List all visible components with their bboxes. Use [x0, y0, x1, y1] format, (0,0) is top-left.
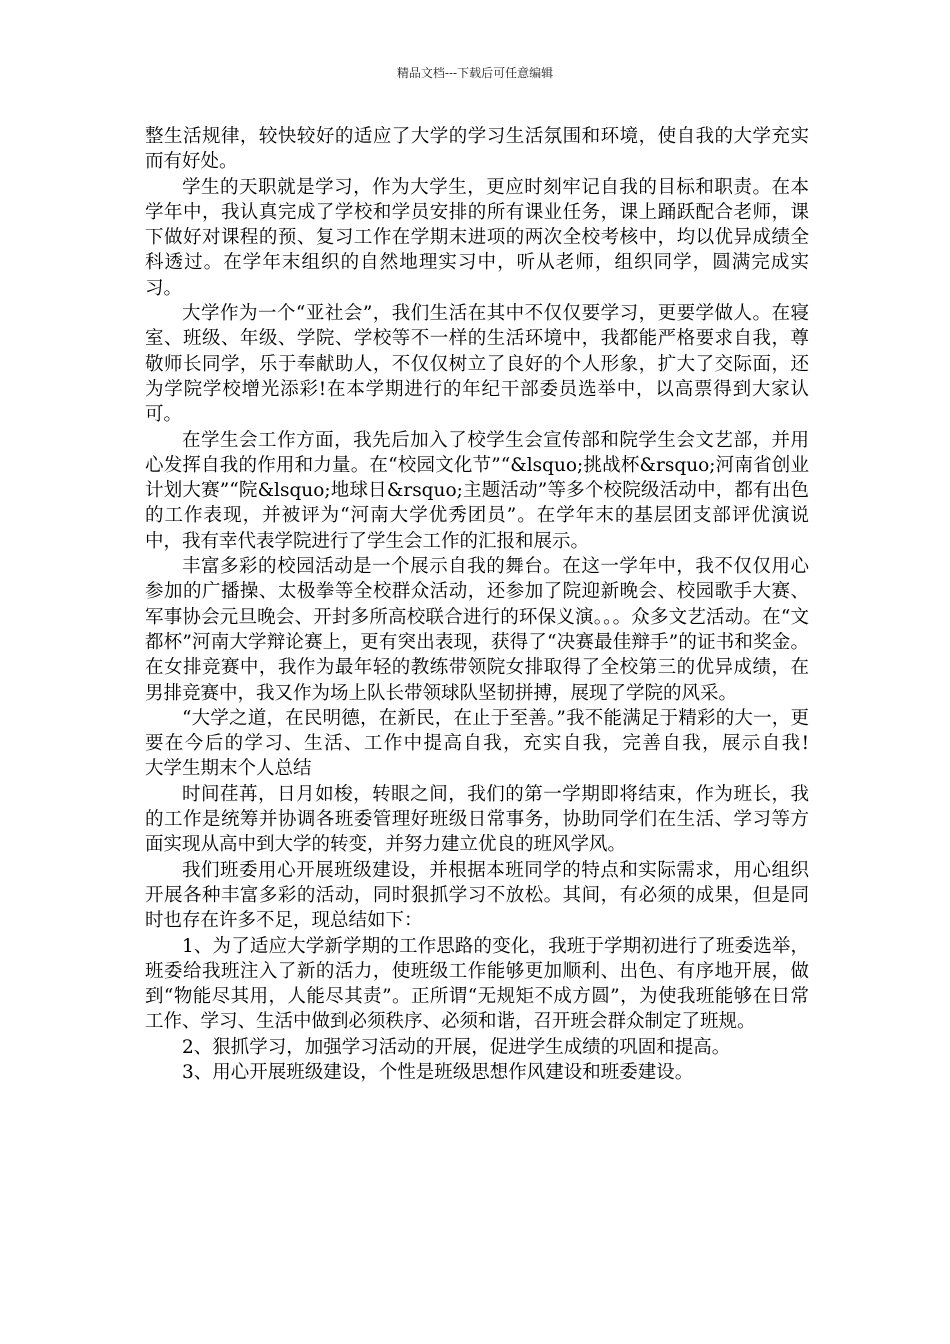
paragraph-8: 我们班委用心开展班级建设，并根据本班同学的特点和实际需求，用心组织开展各种丰富多彩的活动，同时狠抓学习不放松。其间，有必须的成果，但是同时也存在许多不足，现总结如下：	[145, 859, 809, 932]
paragraph-4: 在学生会工作方面，我先后加入了校学生会宣传部和院学生会文艺部，并用心发挥自我的作用和力量。在“校园文化节”“&lsquo;挑战杯&rsquo;河南省创业计划大赛”“院&lsquo;地球日&rsquo;主题活动”等多个校院级活动中，都有出色的工作表现，并被评为“河南大学优秀团员”。在学年末的基层团支部评优演说中，我有幸代表学院进行了学生会工作的汇报和展示。	[145, 429, 809, 552]
paragraph-9: 1、为了适应大学新学期的工作思路的变化，我班于学期初进行了班委选举，班委给我班注入了新的活力，使班级工作能够更加顺利、出色、有序地开展，做到“物能尽其用，人能尽其责”。正所谓“无规矩不成方圆”，为使我班能够在日常工作、学习、生活中做到必须秩序、必须和谐，召开班会群众制定了班规。	[145, 935, 809, 1033]
paragraph-3: 大学作为一个“亚社会”，我们生活在其中不仅仅要学习，更要学做人。在寝室、班级、年级、学院、学校等不一样的生活环境中，我都能严格要求自我，尊敬师长同学，乐于奉献助人，不仅仅树立了良好的个人形象，扩大了交际面，还为学院学校增光添彩!在本学期进行的年纪干部委员选举中，以高票得到大家认可。	[145, 303, 809, 426]
paragraph-2: 学生的天职就是学习，作为大学生，更应时刻牢记自我的目标和职责。在本学年中，我认真完成了学校和学员安排的所有课业任务，课上踊跃配合老师，课下做好对课程的预、复习工作在学期末进项的两次全校考核中，均以优异成绩全科透过。在学年末组织的自然地理实习中，听从老师，组织同学，圆满完成实习。	[145, 176, 809, 299]
paragraph-5: 丰富多彩的校园活动是一个展示自我的舞台。在这一学年中，我不仅仅用心参加的广播操、太极拳等全校群众活动，还参加了院迎新晚会、校园歌手大赛、军事协会元旦晚会、开封多所高校联合进行的环保义演。。。众多文艺活动。在“文都杯”河南大学辩论赛上，更有突出表现，获得了“决赛最佳辩手”的证书和奖金。在女排竞赛中，我作为最年轻的教练带领院女排取得了全校第三的优异成绩，在男排竞赛中，我又作为场上队长带领球队坚韧拼搏，展现了学院的风采。	[145, 556, 809, 704]
paragraph-11: 3、用心开展班级建设，个性是班级思想作风建设和班委建设。	[182, 1061, 694, 1083]
paragraph-1: 整生活规律，较快较好的适应了大学的学习生活氛围和环境，使自我的大学充实而有好处。	[145, 126, 809, 173]
document-body	[145, 124, 847, 1085]
paragraph-6: “大学之道，在民明德，在新民，在止于至善。”我不能满足于精彩的大一，更要在今后的学习、生活、工作中提高自我，充实自我，完善自我，展示自我! 大学生期末个人总结	[145, 707, 847, 780]
paragraph-10: 2、狠抓学习，加强学习活动的开展，促进学生成绩的巩固和提高。	[182, 1036, 731, 1058]
page-header: 精品文档---下载后可任意编辑	[396, 66, 554, 80]
paragraph-7: 时间荏苒，日月如梭，转眼之间，我们的第一学期即将结束，作为班长，我的工作是统筹并协调各班委管理好班级日常事务，协助同学们在生活、学习等方面实现从高中到大学的转变，并努力建立优良的班风学风。	[145, 783, 809, 856]
